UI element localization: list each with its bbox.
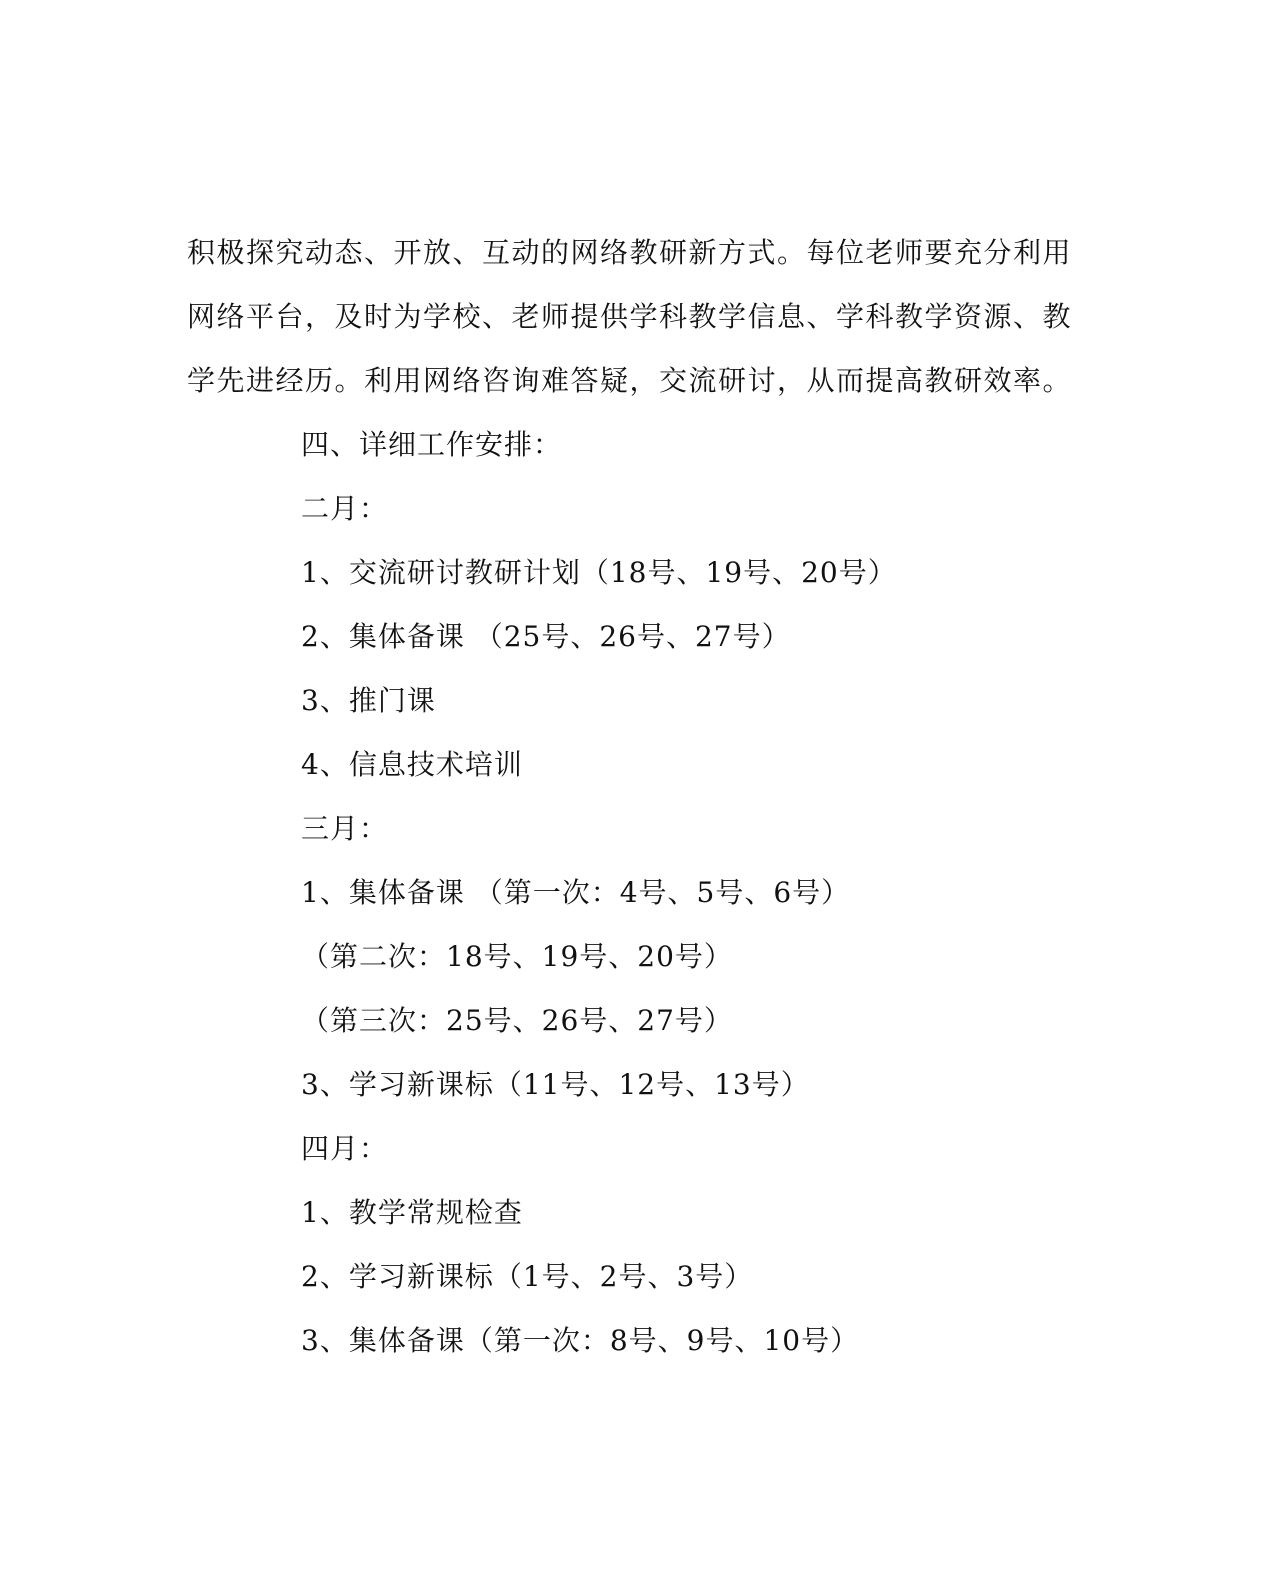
list-item: （第三次：25号、26号、27号） xyxy=(301,1004,733,1037)
month-heading-april: 四月： xyxy=(301,1132,389,1165)
intro-paragraph xyxy=(187,228,1073,420)
list-item: 3、集体备课（第一次：8号、9号、10号） xyxy=(301,1324,860,1357)
work-schedule xyxy=(301,420,1101,1380)
paragraph-line: 积极探究动态、开放、互动的网络教研新方式。每位老师要充分利用 xyxy=(187,236,1073,269)
month-heading-february: 二月： xyxy=(301,492,389,525)
list-item: 1、教学常规检查 xyxy=(301,1196,523,1229)
paragraph-line: 学先进经历。利用网络咨询难答疑，交流研讨，从而提高教研效率。 xyxy=(187,364,1073,397)
list-item: 1、交流研讨教研计划（18号、19号、20号） xyxy=(301,556,897,589)
list-item: 4、信息技术培训 xyxy=(301,748,523,781)
list-item: 2、集体备课 （25号、26号、27号） xyxy=(301,620,791,653)
month-heading-march: 三月： xyxy=(301,812,389,845)
section-heading: 四、详细工作安排： xyxy=(301,428,563,461)
list-item: 3、学习新课标（11号、12号、13号） xyxy=(301,1068,810,1101)
paragraph-line: 网络平台，及时为学校、老师提供学科教学信息、学科教学资源、教 xyxy=(187,300,1073,333)
list-item: 1、集体备课 （第一次：4号、5号、6号） xyxy=(301,876,851,909)
list-item: （第二次：18号、19号、20号） xyxy=(301,940,733,973)
list-item: 3、推门课 xyxy=(301,684,436,717)
list-item: 2、学习新课标（1号、2号、3号） xyxy=(301,1260,754,1293)
